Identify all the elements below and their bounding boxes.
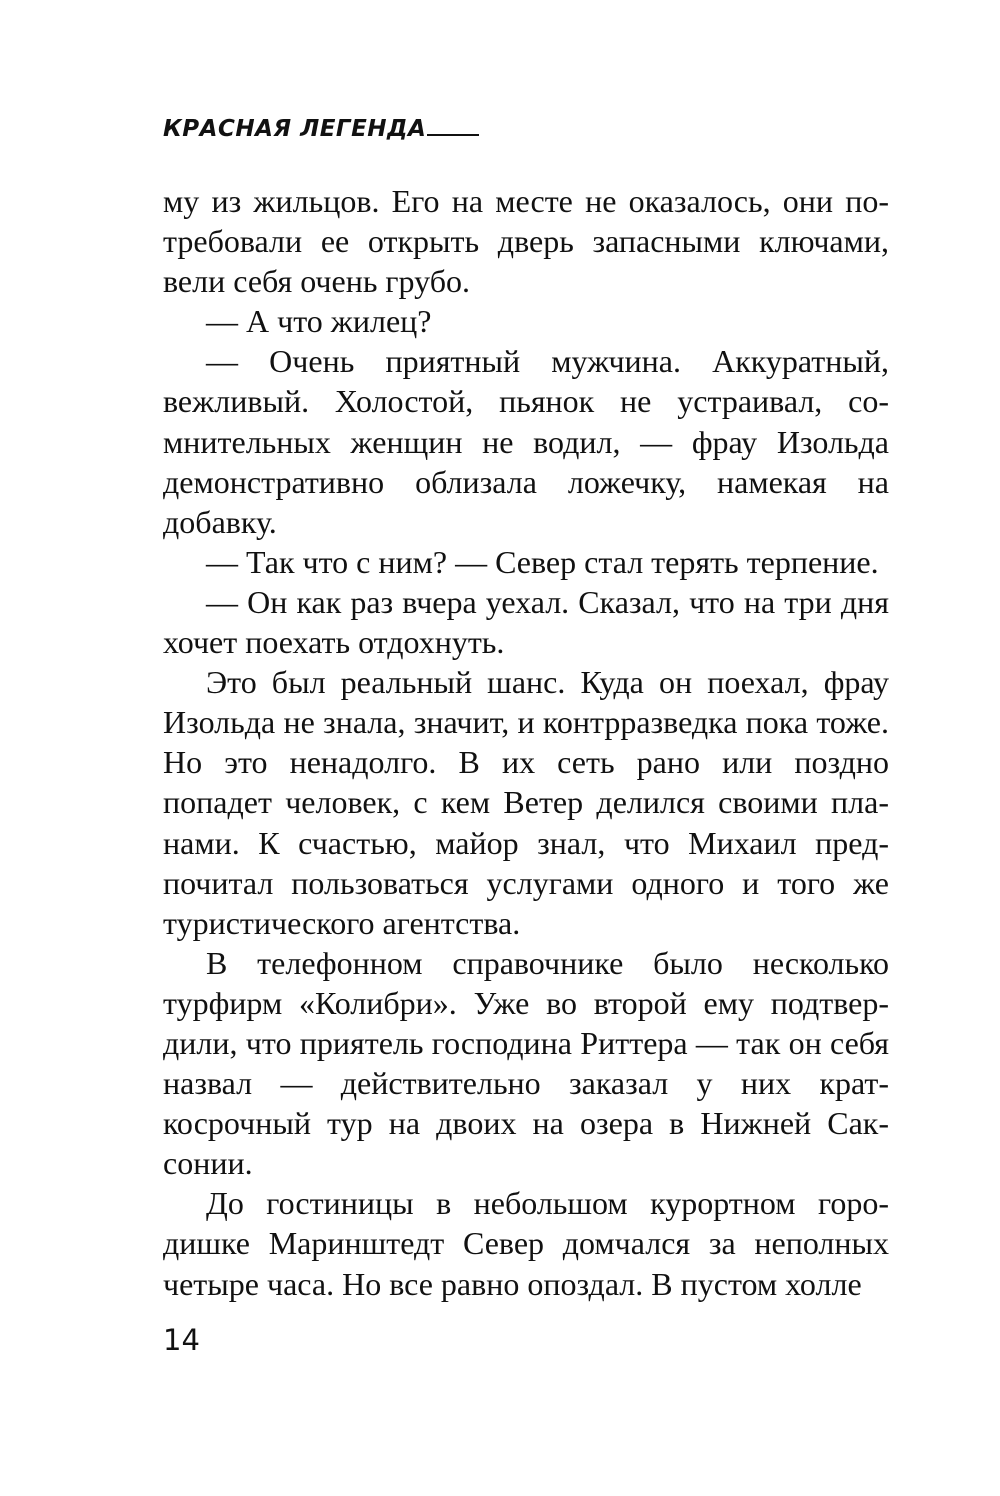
paragraph: В телефонном справочнике было несколько турфирм «Колибри». Уже во второй ему подтвердили, что приятель господина Риттера — так он себя назвал — действительно заказал у них краткосрочный тур на двоих на озера в Нижней Саксонии. <box>163 944 889 1182</box>
dialogue-line: — Он как раз вчера уехал. Сказал, что на три дня хочет поехать отдохнуть. <box>163 583 889 661</box>
dialogue-line: — А что жилец? <box>206 303 432 340</box>
dialogue-line: — Очень приятный мужчина. Аккуратный, вежливый. Холостой, пьянок не устраивал, сомнительных женщин не водил, — фрау Изольда демонстративно облизала ложечку, намекая на добавку. <box>163 343 889 540</box>
dialogue-line: — Так что с ним? — Север стал терять терпение. <box>206 543 879 580</box>
page-number: 14 <box>163 1323 200 1357</box>
running-head <box>163 114 479 144</box>
title-rule <box>427 134 479 136</box>
book-title: КРАСНАЯ ЛЕГЕНДА <box>163 116 427 142</box>
body-text <box>163 181 889 1304</box>
paragraph: Это был реальный шанс. Куда он поехал, фрау Изольда не знала, значит, и контрразведка пока тоже. Но это ненадолго. В их сеть рано или поздно попадет человек, с кем Ветер делился своими планами. К счастью, майор знал, что Михаил предпочитал пользоваться услугами одного и того же туристического агентства. <box>163 664 889 941</box>
paragraph-continuation: му из жильцов. Его на месте не оказалось, они потребовали ее открыть дверь запасными ключами, вели себя очень грубо. <box>163 183 889 300</box>
paragraph: До гостиницы в небольшом курортном городишке Маринштедт Север домчался за неполных четыре часа. Но все равно опоздал. В пустом холле <box>163 1185 889 1302</box>
